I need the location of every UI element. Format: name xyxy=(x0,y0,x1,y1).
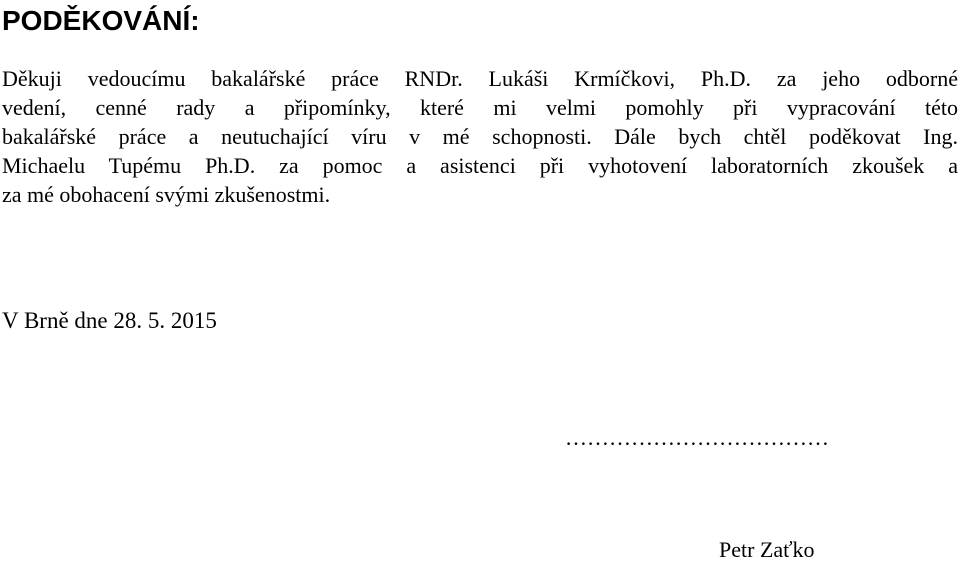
paragraph-line-1: Děkuji vedoucímu bakalářské práce RNDr. Lukáši Krmíčkovi, Ph.D. za jeho odborné xyxy=(2,66,958,91)
signature-dotted-line: ……………………………… xyxy=(565,425,829,450)
paragraph-line-4: Michaelu Tupému Ph.D. za pomoc a asistenci při vyhotovení laboratorních zkoušek a xyxy=(2,153,958,178)
paragraph-line-2: vedení, cenné rady a připomínky, které mi velmi pomohly při vypracování této xyxy=(2,95,958,120)
page-heading: PODĚKOVÁNÍ: xyxy=(2,5,200,36)
acknowledgement-paragraph xyxy=(2,64,958,209)
date-line: V Brně dne 28. 5. 2015 xyxy=(2,308,217,333)
paragraph-line-3: bakalářské práce a neutuchající víru v mé schopnosti. Dále bych chtěl poděkovat Ing. xyxy=(2,124,958,149)
signature-name: Petr Zaťko xyxy=(719,537,815,562)
paragraph-line-5: za mé obohacení svými zkušenostmi. xyxy=(2,182,331,207)
